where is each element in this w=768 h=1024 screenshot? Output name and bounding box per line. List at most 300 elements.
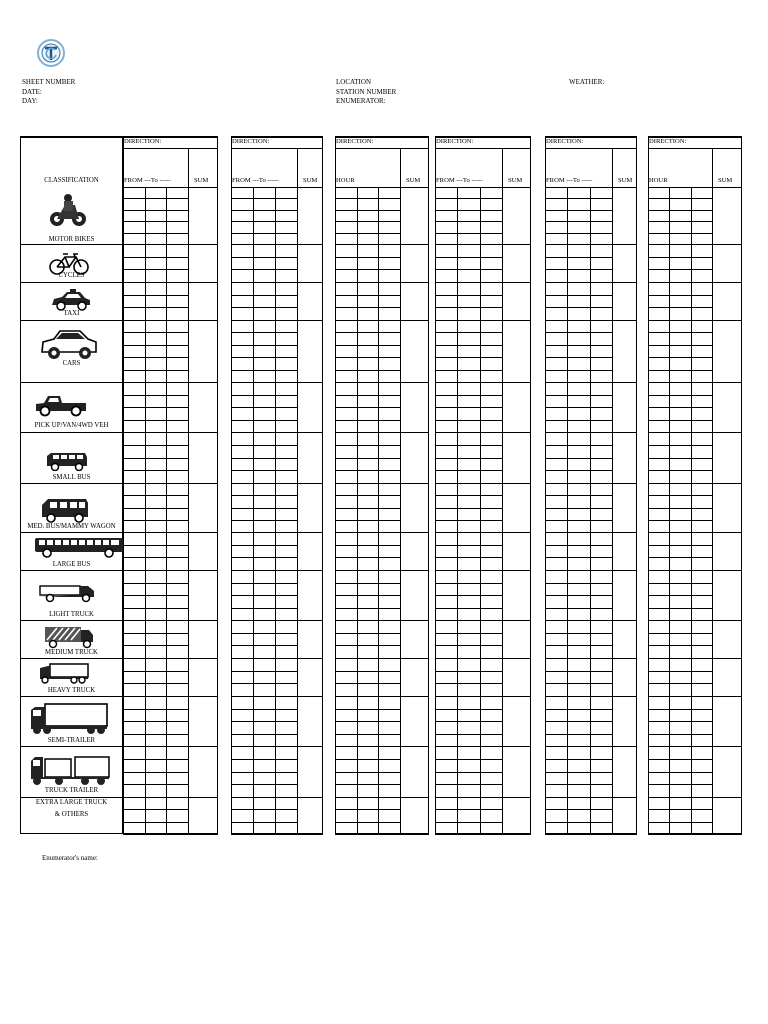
vehicle-row-divider (231, 834, 323, 835)
tally-row-line (231, 557, 297, 558)
tally-row-line (231, 345, 297, 346)
vehicle-row-divider (648, 570, 742, 571)
tally-row-line (545, 458, 612, 459)
direction-panel (123, 136, 218, 834)
tally-row-line (231, 709, 297, 710)
tally-row-line (335, 734, 400, 735)
tally-row-line (435, 345, 502, 346)
tally-row-line (435, 407, 502, 408)
classification-row-divider (20, 570, 123, 571)
vehicle-row-divider (335, 532, 429, 533)
vehicle-row-divider (545, 696, 637, 697)
vehicle-row-divider (648, 282, 742, 283)
tally-row-line (123, 295, 188, 296)
tally-row-line (545, 307, 612, 308)
tally-row-line (231, 198, 297, 199)
tally-row-line (123, 257, 188, 258)
tally-row-line (231, 357, 297, 358)
tally-row-line (123, 734, 188, 735)
tally-row-line (231, 210, 297, 211)
tally-row-line (123, 508, 188, 509)
tally-row-line (648, 734, 712, 735)
tally-row-line (545, 508, 612, 509)
sheet-number-label: SHEET NUMBER (22, 78, 76, 86)
classification-row-divider (20, 432, 123, 433)
tally-row-line (123, 671, 188, 672)
tally-row-line (123, 784, 188, 785)
sum-column-divider (188, 148, 189, 834)
tally-row-line (648, 407, 712, 408)
vehicle-label: CARS (62, 360, 81, 367)
tally-row-line (545, 445, 612, 446)
tally-row-line (231, 721, 297, 722)
vehicle-row-divider (335, 320, 429, 321)
direction-panel (648, 136, 742, 834)
vehicle-row-divider (231, 432, 323, 433)
tally-row-line (545, 557, 612, 558)
count-column-divider (378, 187, 379, 834)
weather-label: WEATHER: (569, 78, 605, 86)
tally-row-line (335, 822, 400, 823)
tally-row-line (335, 407, 400, 408)
tally-row-line (435, 809, 502, 810)
tally-row-line (648, 809, 712, 810)
tally-row-line (231, 784, 297, 785)
tally-row-line (335, 495, 400, 496)
tally-row-line (231, 458, 297, 459)
data-top-line (231, 187, 323, 188)
classification-row-divider (20, 620, 123, 621)
tally-row-line (435, 357, 502, 358)
tally-row-line (231, 470, 297, 471)
tally-row-line (231, 295, 297, 296)
tally-row-line (648, 608, 712, 609)
tally-row-line (545, 709, 612, 710)
tally-row-line (545, 683, 612, 684)
tally-row-line (123, 545, 188, 546)
tally-row-line (123, 809, 188, 810)
vehicle-row-divider (231, 483, 323, 484)
tally-row-line (648, 545, 712, 546)
tally-row-line (648, 784, 712, 785)
tally-row-line (648, 721, 712, 722)
classification-row-divider (20, 320, 123, 321)
vehicle-row-divider (335, 483, 429, 484)
sum-label: SUM (618, 177, 633, 184)
tally-row-line (335, 332, 400, 333)
tally-row-line (648, 508, 712, 509)
tally-row-line (648, 470, 712, 471)
data-top-line (545, 187, 637, 188)
vehicle-row-divider (545, 320, 637, 321)
tally-row-line (435, 257, 502, 258)
vehicle-row-divider (231, 570, 323, 571)
tally-row-line (335, 295, 400, 296)
tally-row-line (435, 645, 502, 646)
tally-row-line (435, 557, 502, 558)
tally-row-line (648, 683, 712, 684)
tally-row-line (545, 583, 612, 584)
tally-row-line (335, 395, 400, 396)
tally-row-line (435, 784, 502, 785)
tally-row-line (335, 633, 400, 634)
date-label: DATE: (22, 87, 42, 96)
count-column-divider (590, 187, 591, 834)
tally-row-line (123, 221, 188, 222)
tally-row-line (545, 470, 612, 471)
data-top-line (123, 187, 218, 188)
tally-row-line (231, 495, 297, 496)
count-column-divider (669, 187, 670, 834)
enumerator-label: ENUMERATOR: (336, 97, 386, 106)
vehicle-row-divider (335, 570, 429, 571)
vehicle-row-divider (545, 658, 637, 659)
time-range-label: FROM ---To ----- (124, 177, 171, 184)
classification-row-divider (20, 696, 123, 697)
tally-row-line (648, 759, 712, 760)
tally-row-line (435, 332, 502, 333)
tally-row-line (123, 233, 188, 234)
tally-row-line (435, 633, 502, 634)
tally-row-line (231, 420, 297, 421)
tally-row-line (435, 772, 502, 773)
tally-row-line (335, 671, 400, 672)
vehicle-row-divider (335, 746, 429, 747)
vehicle-row-divider (545, 244, 637, 245)
tally-row-line (545, 734, 612, 735)
tally-row-line (123, 495, 188, 496)
vehicle-row-divider (435, 658, 531, 659)
tally-row-line (335, 470, 400, 471)
tally-row-line (648, 307, 712, 308)
vehicle-row-divider (435, 320, 531, 321)
tally-row-line (123, 557, 188, 558)
vehicle-row-divider (648, 834, 742, 835)
tally-row-line (648, 495, 712, 496)
tally-row-line (648, 633, 712, 634)
vehicle-label-line2: & OTHERS (54, 811, 89, 818)
direction-panel (335, 136, 429, 834)
tally-row-line (648, 345, 712, 346)
tally-row-line (123, 772, 188, 773)
classification-row-divider (20, 244, 123, 245)
tally-row-line (231, 508, 297, 509)
vehicle-row-divider (335, 834, 429, 835)
enumerator-name-label: Enumerator's name: (42, 854, 98, 862)
header-right (569, 78, 604, 88)
vehicle-row-divider (335, 432, 429, 433)
tally-row-line (545, 257, 612, 258)
tally-row-line (545, 822, 612, 823)
tally-row-line (231, 822, 297, 823)
tally-row-line (435, 210, 502, 211)
classification-header: CLASSIFICATION (44, 177, 99, 184)
tally-row-line (335, 557, 400, 558)
large-bus-icon (33, 536, 125, 563)
tally-row-line (648, 295, 712, 296)
tally-row-line (545, 395, 612, 396)
tally-row-line (545, 759, 612, 760)
classification-row-divider (20, 658, 123, 659)
tally-row-line (435, 370, 502, 371)
vehicle-row-divider (435, 382, 531, 383)
time-range-label: FROM ---To ----- (546, 177, 593, 184)
tally-row-line (545, 198, 612, 199)
tally-row-line (231, 608, 297, 609)
sum-label: SUM (303, 177, 318, 184)
vehicle-row-divider (648, 532, 742, 533)
tally-row-line (335, 759, 400, 760)
vehicle-row-divider (648, 244, 742, 245)
vehicle-row-divider (231, 244, 323, 245)
tally-row-line (335, 784, 400, 785)
vehicle-row-divider (648, 382, 742, 383)
tally-row-line (123, 198, 188, 199)
vehicle-row-divider (231, 746, 323, 747)
tally-row-line (545, 671, 612, 672)
vehicle-row-divider (545, 483, 637, 484)
vehicle-row-divider (435, 696, 531, 697)
vehicle-row-divider (123, 696, 218, 697)
vehicle-label: HEAVY TRUCK (47, 687, 96, 694)
tally-row-line (335, 269, 400, 270)
tally-row-line (335, 508, 400, 509)
vehicle-row-divider (545, 797, 637, 798)
vehicle-row-divider (335, 244, 429, 245)
direction-underline (435, 148, 531, 149)
tally-row-line (648, 198, 712, 199)
tally-row-line (545, 809, 612, 810)
tally-row-line (231, 407, 297, 408)
tally-row-line (435, 295, 502, 296)
tally-row-line (231, 395, 297, 396)
vehicle-label: LIGHT TRUCK (49, 611, 94, 618)
vehicle-row-divider (335, 620, 429, 621)
vehicle-row-divider (648, 746, 742, 747)
vehicle-row-divider (123, 570, 218, 571)
vehicle-row-divider (335, 658, 429, 659)
heavy-truck-icon (38, 662, 90, 689)
tally-row-line (435, 470, 502, 471)
tally-row-line (231, 734, 297, 735)
tally-row-line (545, 345, 612, 346)
vehicle-label: TAXI (63, 310, 80, 317)
vehicle-row-divider (123, 834, 218, 835)
classification-row-divider (20, 282, 123, 283)
vehicle-row-divider (231, 320, 323, 321)
data-top-line (435, 187, 531, 188)
vehicle-row-divider (545, 746, 637, 747)
tally-row-line (335, 645, 400, 646)
direction-label: DIRECTION: (649, 138, 687, 145)
tally-row-line (123, 645, 188, 646)
tally-row-line (545, 407, 612, 408)
tally-row-line (335, 595, 400, 596)
tally-row-line (648, 709, 712, 710)
vehicle-row-divider (123, 244, 218, 245)
tally-row-line (648, 822, 712, 823)
tally-row-line (435, 683, 502, 684)
tally-row-line (335, 370, 400, 371)
tally-row-line (648, 420, 712, 421)
vehicle-row-divider (648, 432, 742, 433)
sum-column-divider (400, 148, 401, 834)
tally-row-line (648, 595, 712, 596)
tally-row-line (648, 357, 712, 358)
time-range-label: FROM ---To ----- (232, 177, 279, 184)
tally-row-line (231, 583, 297, 584)
tally-row-line (545, 221, 612, 222)
tally-row-line (435, 608, 502, 609)
vehicle-row-divider (435, 746, 531, 747)
vehicle-row-divider (123, 620, 218, 621)
count-column-divider (253, 187, 254, 834)
direction-label: DIRECTION: (336, 138, 374, 145)
tally-row-line (545, 420, 612, 421)
tally-row-line (545, 772, 612, 773)
count-column-divider (691, 187, 692, 834)
vehicle-row-divider (123, 320, 218, 321)
direction-label: DIRECTION: (124, 138, 162, 145)
tally-row-line (435, 395, 502, 396)
tally-row-line (335, 445, 400, 446)
tally-row-line (435, 198, 502, 199)
tally-row-line (648, 332, 712, 333)
vehicle-row-divider (123, 382, 218, 383)
vehicle-label: MED. BUS/MAMMY WAGON (27, 523, 116, 530)
tally-row-line (231, 772, 297, 773)
tally-row-line (231, 332, 297, 333)
vehicle-row-divider (231, 282, 323, 283)
tally-row-line (123, 307, 188, 308)
vehicle-row-divider (545, 382, 637, 383)
vehicle-row-divider (545, 532, 637, 533)
tally-row-line (123, 458, 188, 459)
tally-row-line (545, 210, 612, 211)
vehicle-row-divider (648, 620, 742, 621)
vehicle-label: SMALL BUS (52, 474, 91, 481)
tally-row-line (335, 545, 400, 546)
tally-row-line (648, 520, 712, 521)
tally-row-line (545, 370, 612, 371)
count-column-divider (275, 187, 276, 834)
vehicle-row-divider (648, 797, 742, 798)
direction-label: DIRECTION: (232, 138, 270, 145)
time-range-label: HOUR (336, 177, 355, 184)
tally-row-line (231, 633, 297, 634)
vehicle-row-divider (435, 483, 531, 484)
small-bus-icon (45, 451, 89, 476)
tally-row-line (435, 671, 502, 672)
vehicle-row-divider (648, 483, 742, 484)
vehicle-row-divider (123, 282, 218, 283)
tally-row-line (231, 645, 297, 646)
tally-row-line (335, 809, 400, 810)
tally-row-line (231, 233, 297, 234)
vehicle-row-divider (123, 797, 218, 798)
tally-row-line (123, 210, 188, 211)
sum-column-divider (297, 148, 298, 834)
tally-row-line (545, 721, 612, 722)
tally-row-line (335, 721, 400, 722)
tally-row-line (335, 520, 400, 521)
tally-row-line (335, 608, 400, 609)
tally-row-line (545, 645, 612, 646)
tally-row-line (231, 520, 297, 521)
data-top-line (648, 187, 742, 188)
tally-row-line (648, 233, 712, 234)
tally-row-line (335, 583, 400, 584)
classification-row-divider (20, 382, 123, 383)
time-range-label: HOUR (649, 177, 668, 184)
tally-row-line (335, 198, 400, 199)
tally-row-line (335, 709, 400, 710)
direction-underline (335, 148, 429, 149)
tally-row-line (335, 221, 400, 222)
tally-row-line (335, 233, 400, 234)
classification-row-divider (20, 746, 123, 747)
sum-column-divider (502, 148, 503, 834)
vehicle-row-divider (123, 746, 218, 747)
vehicle-row-divider (435, 834, 531, 835)
vehicle-label: TRUCK TRAILER (44, 787, 99, 794)
direction-panel (231, 136, 323, 834)
count-column-divider (166, 187, 167, 834)
tally-row-line (123, 370, 188, 371)
tally-row-line (435, 445, 502, 446)
tally-row-line (231, 257, 297, 258)
classification-row-divider (20, 532, 123, 533)
direction-panel (545, 136, 637, 834)
tally-row-line (123, 633, 188, 634)
data-top-line (335, 187, 429, 188)
tally-row-line (435, 233, 502, 234)
tally-row-line (123, 332, 188, 333)
vehicle-row-divider (545, 834, 637, 835)
vehicle-row-divider (545, 570, 637, 571)
tally-row-line (545, 784, 612, 785)
vehicle-row-divider (335, 797, 429, 798)
tally-row-line (435, 822, 502, 823)
logo-icon (36, 36, 66, 70)
pickup-icon (34, 393, 88, 422)
count-column-divider (457, 187, 458, 834)
header-middle (336, 78, 396, 107)
tally-row-line (435, 595, 502, 596)
semi-trailer-icon (29, 702, 109, 741)
header-left (22, 78, 75, 107)
vehicle-row-divider (545, 282, 637, 283)
tally-row-line (648, 257, 712, 258)
tally-row-line (231, 307, 297, 308)
sum-label: SUM (508, 177, 523, 184)
station-number-label: STATION NUMBER (336, 87, 397, 96)
tally-row-line (335, 210, 400, 211)
tally-row-line (435, 734, 502, 735)
tally-row-line (648, 671, 712, 672)
tally-row-line (545, 495, 612, 496)
classification-row-divider (20, 483, 123, 484)
vehicle-label: SEMI-TRAILER (47, 737, 96, 744)
tally-row-line (231, 445, 297, 446)
tally-row-line (545, 520, 612, 521)
tally-row-line (648, 583, 712, 584)
tally-row-line (648, 269, 712, 270)
tally-row-line (231, 595, 297, 596)
motorbike-icon (49, 191, 87, 234)
tally-row-line (435, 420, 502, 421)
vehicle-label: LARGE BUS (52, 561, 91, 568)
